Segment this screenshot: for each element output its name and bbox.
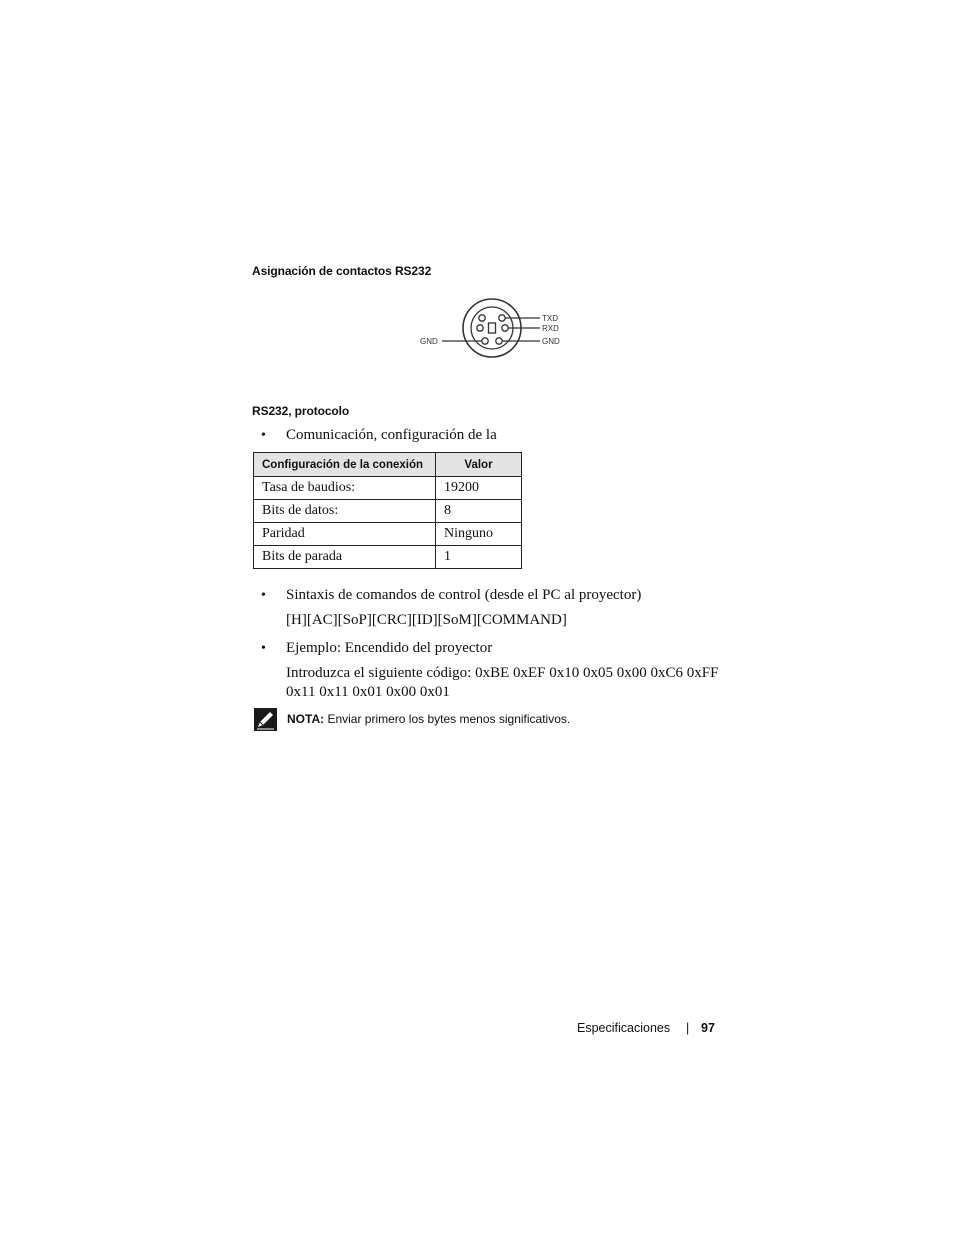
bullet-marker: • <box>261 641 266 656</box>
table-header-setting: Configuración de la conexión <box>254 453 436 477</box>
bullet-example: Ejemplo: Encendido del proyector <box>286 640 493 656</box>
section-heading-protocol: RS232, protocolo <box>252 404 350 418</box>
note <box>287 712 570 726</box>
connection-settings-table <box>253 452 522 569</box>
rs232-connector-diagram <box>418 298 564 360</box>
table-cell: 19200 <box>436 477 522 500</box>
table-cell: Ninguno <box>436 523 522 546</box>
footer-separator: | <box>686 1021 690 1035</box>
pencil-note-icon <box>254 708 277 731</box>
command-syntax-format: [H][AC][SoP][CRC][ID][SoM][COMMAND] <box>286 612 567 628</box>
pin-label-txd: TXD <box>542 314 558 323</box>
section-heading-pin-assignment: Asignación de contactos RS232 <box>252 264 432 278</box>
pin-label-gnd-right: GND <box>542 337 560 346</box>
table-header-row <box>254 453 522 477</box>
table-row <box>254 546 522 569</box>
pin-label-gnd-left: GND <box>420 337 438 346</box>
page-number: 97 <box>701 1021 715 1035</box>
example-code-line-2: 0x11 0x11 0x01 0x00 0x01 <box>286 684 450 700</box>
note-label: NOTA: <box>287 712 325 726</box>
table-header-value: Valor <box>436 453 522 477</box>
table-row <box>254 500 522 523</box>
bullet-comm-config: Comunicación, configuración de la <box>286 427 497 443</box>
pin-label-rxd: RXD <box>542 324 559 333</box>
connector-icon <box>442 299 540 357</box>
note-text: Enviar primero los bytes menos significativos. <box>327 712 571 726</box>
example-code-line-1: Introduzca el siguiente código: 0xBE 0xEF 0x10 0x05 0x00 0xC6 0xFF <box>286 665 719 681</box>
table-cell: 8 <box>436 500 522 523</box>
table-row <box>254 477 522 500</box>
table-row <box>254 523 522 546</box>
footer-section-name: Especificaciones <box>577 1021 671 1035</box>
table-cell: Bits de parada <box>254 546 436 569</box>
bullet-command-syntax: Sintaxis de comandos de control (desde el PC al proyector) <box>286 587 642 603</box>
table-cell: Tasa de baudios: <box>254 477 436 500</box>
bullet-marker: • <box>261 428 266 443</box>
table-cell: Bits de datos: <box>254 500 436 523</box>
bullet-marker: • <box>261 588 266 603</box>
table-cell: Paridad <box>254 523 436 546</box>
table-cell: 1 <box>436 546 522 569</box>
